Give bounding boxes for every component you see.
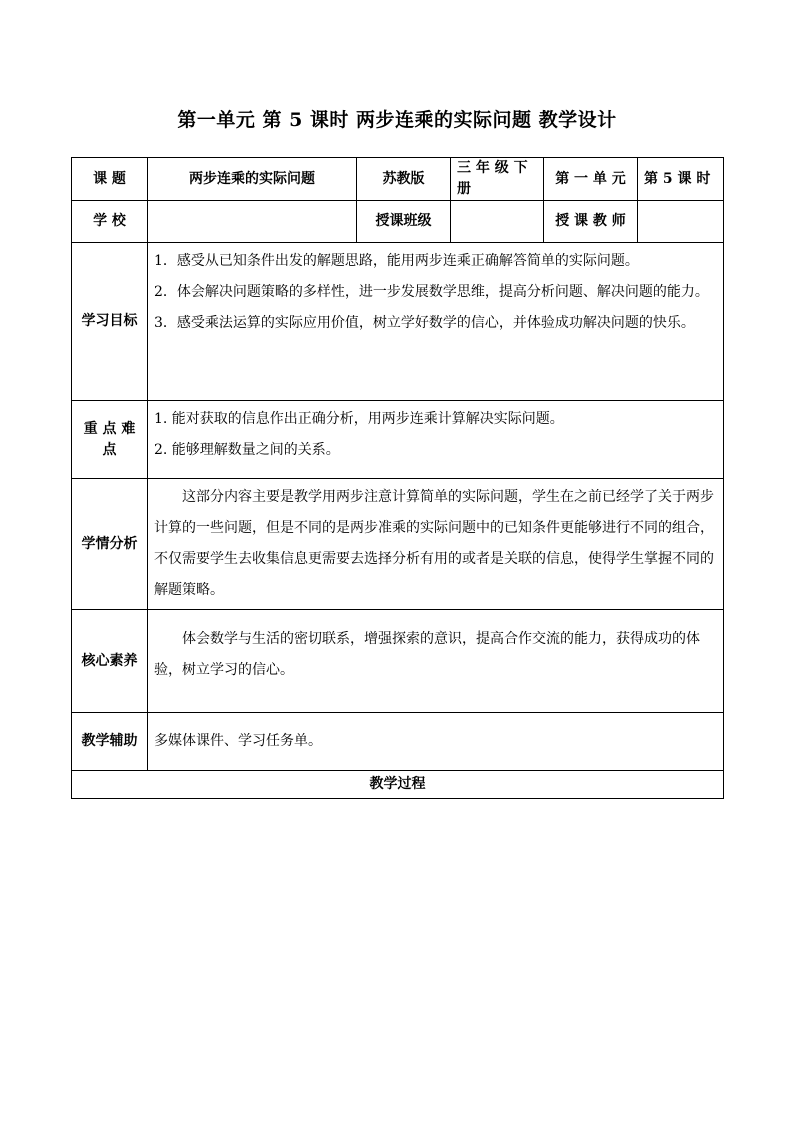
literacy-content <box>148 610 724 713</box>
key-points-row <box>72 401 724 479</box>
objective-item: 1．感受从已知条件出发的解题思路，能用两步连乘正确解答简单的实际问题。 <box>154 253 639 269</box>
process-row <box>72 771 724 799</box>
unit-value: 第 一 单 元 <box>544 158 638 201</box>
school-row <box>72 201 724 243</box>
analysis-content <box>148 479 724 610</box>
school-value <box>148 201 357 243</box>
analysis-text: 这部分内容主要是教学用两步注意计算简单的实际问题，学生在之前已经学了关于两步计算的一些问题，但是不同的是两步准乘的实际问题中的已知条件更能够进行不同的组合，不仅需要学生去收集信息更需要去选择分析有用的或者是关联的信息，使得学生掌握不同的解题策略。 <box>154 489 714 598</box>
aids-row <box>72 713 724 771</box>
key-point-item: 1. 能对获取的信息作出正确分析，用两步连乘计算解决实际问题。 <box>154 411 564 427</box>
teacher-label: 授 课 教 师 <box>544 201 638 243</box>
grade-value: 三 年 级 下 册 <box>451 158 544 201</box>
aids-label: 教学辅助 <box>72 713 148 771</box>
analysis-label: 学情分析 <box>72 479 148 610</box>
analysis-row <box>72 479 724 610</box>
objective-item: 3．感受乘法运算的实际应用价值，树立学好数学的信心，并体验成功解决问题的快乐。 <box>154 315 695 331</box>
document-title: 第一单元 第 5 课时 两步连乘的实际问题 教学设计 <box>177 109 617 131</box>
publisher-value: 苏教版 <box>357 158 451 201</box>
key-points-label: 重 点 难 点 <box>72 401 148 479</box>
lesson-value: 第 5 课 时 <box>638 158 724 201</box>
objectives-label: 学习目标 <box>72 243 148 401</box>
objectives-row <box>72 243 724 401</box>
key-point-item: 2. 能够理解数量之间的关系。 <box>154 442 340 458</box>
topic-value: 两步连乘的实际问题 <box>148 158 357 201</box>
literacy-row <box>72 610 724 713</box>
lesson-plan-table <box>71 157 724 799</box>
school-label: 学 校 <box>72 201 148 243</box>
literacy-text: 体会数学与生活的密切联系，增强探索的意识，提高合作交流的能力，获得成功的体验，树立学习的信心。 <box>154 631 700 678</box>
aids-text: 多媒体课件、学习任务单。 <box>148 713 724 771</box>
topic-label: 课 题 <box>72 158 148 201</box>
key-points-content <box>148 401 724 479</box>
teacher-value <box>638 201 724 243</box>
literacy-label: 核心素养 <box>72 610 148 713</box>
class-value <box>451 201 544 243</box>
topic-row <box>72 158 724 201</box>
process-label: 教学过程 <box>72 771 724 799</box>
class-label: 授课班级 <box>357 201 451 243</box>
objectives-content <box>148 243 724 401</box>
objective-item: 2．体会解决问题策略的多样性，进一步发展数学思维，提高分析问题、解决问题的能力。 <box>154 284 709 300</box>
